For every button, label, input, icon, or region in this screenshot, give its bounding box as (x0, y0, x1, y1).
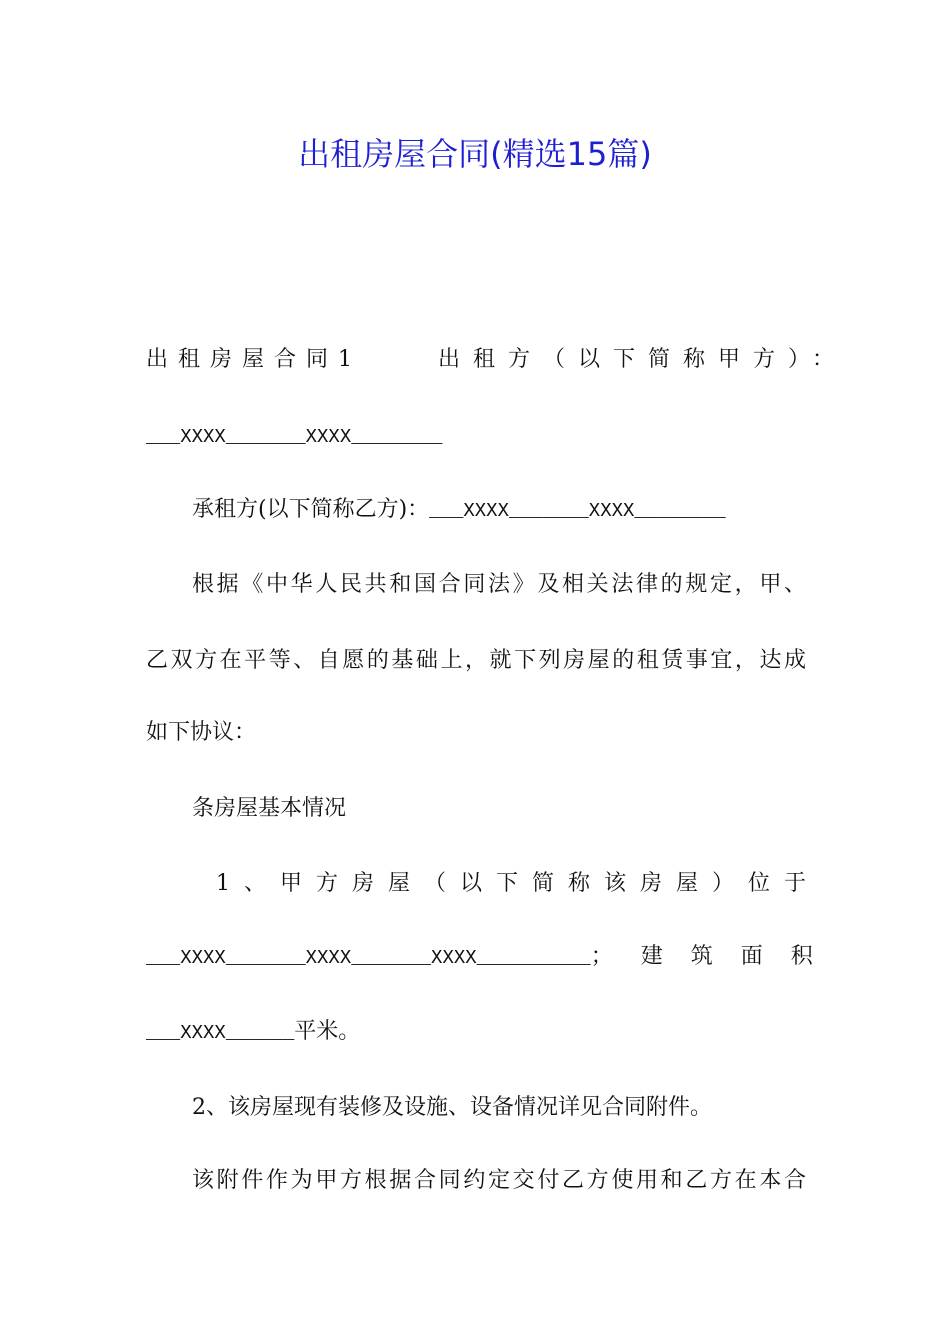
address-line (146, 942, 841, 973)
contract-number-label: 出租房屋合同1 (146, 347, 362, 372)
lessor-label: 出租方（以下简称甲方）： (438, 347, 848, 372)
section-heading: 条房屋基本情况 (192, 796, 347, 821)
lessee-line (192, 495, 806, 526)
document-title: 出租房屋合同(精选15篇) (298, 135, 652, 173)
paragraph-line: 1、甲方房屋（以下简称该房屋）位于 (216, 871, 806, 896)
address-field: ___XXXX_______XXXX_______XXXX__________ (146, 947, 591, 969)
area-unit: 平米。 (294, 1019, 361, 1044)
contract-heading-line (146, 345, 848, 375)
paragraph-line: 根据《中华人民共和国合同法》及相关法律的规定，甲、 (192, 572, 806, 597)
paragraph-line: 如下协议： (146, 720, 257, 745)
lessee-name-field: ___XXXX_______XXXX________ (429, 500, 726, 522)
paragraph-line: 该附件作为甲方根据合同约定交付乙方使用和乙方在本合 (192, 1168, 806, 1193)
paragraph-line: 2、该房屋现有装修及设施、设备情况详见合同附件。 (192, 1095, 712, 1120)
area-field: ___XXXX______ (146, 1022, 295, 1044)
paragraph-line: 乙双方在平等、自愿的基础上，就下列房屋的租赁事宜，达成 (146, 648, 806, 673)
lessor-name-field: ___XXXX_______XXXX________ (146, 426, 443, 448)
lessee-label: 承租方(以下简称乙方)： (192, 497, 430, 522)
area-label: ；建筑面积 (590, 944, 841, 969)
area-line (146, 1017, 806, 1048)
